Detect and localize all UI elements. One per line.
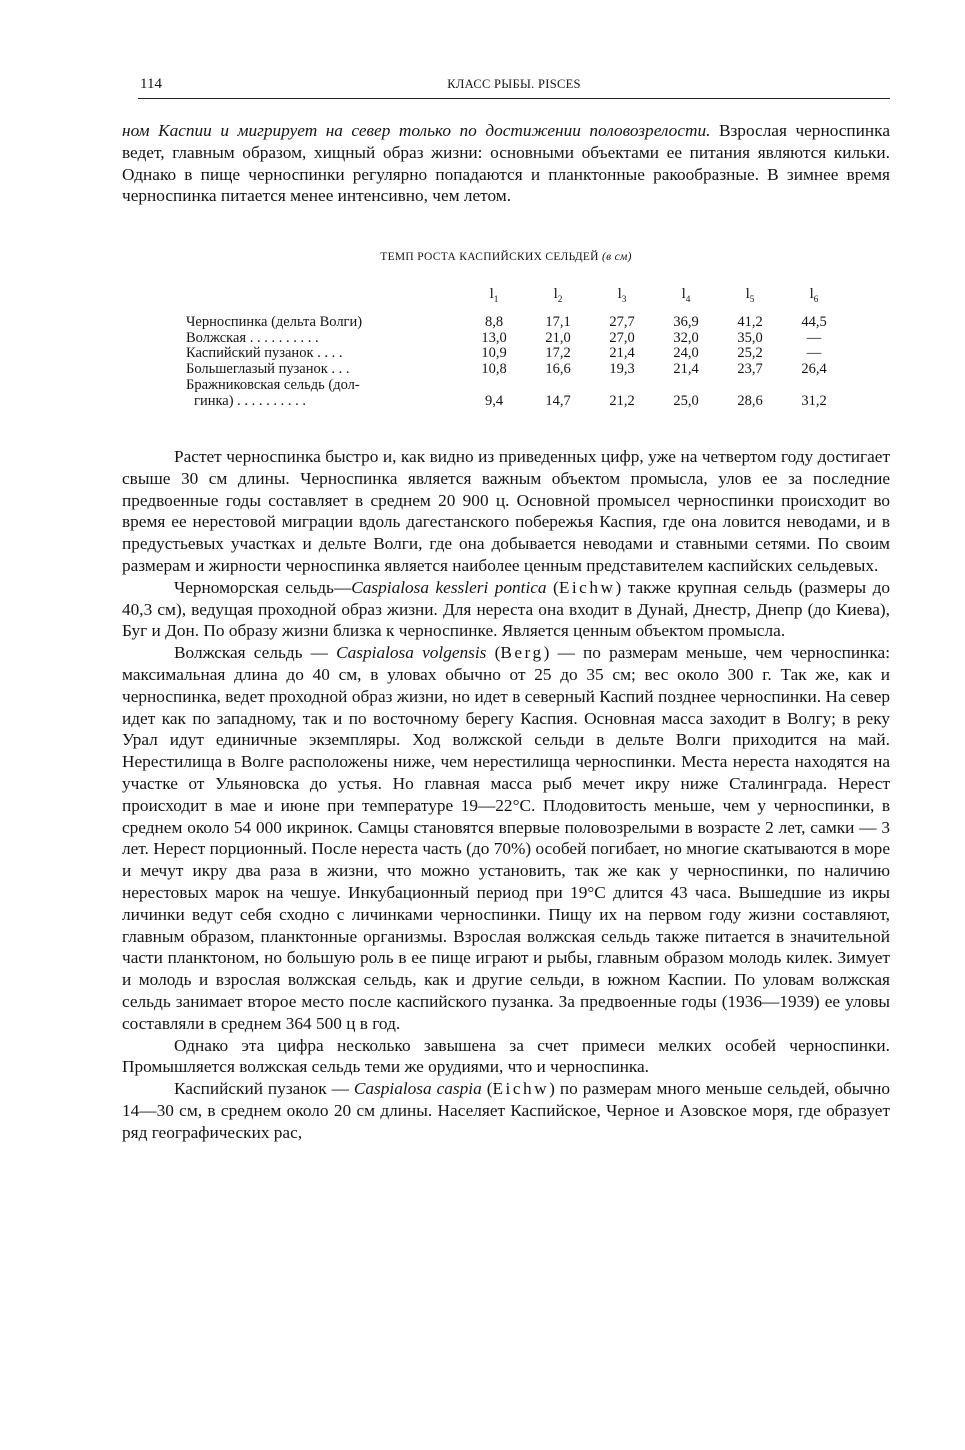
table-title-unit: (в см) — [601, 251, 632, 263]
table-row — [186, 331, 846, 347]
table-corner — [186, 287, 462, 315]
top-text: Взрослая черноспинка ведет, главным образом, хищный образ жизни: основными объектами ее питания являются кильки. Однако в пище черноспинки регулярно попадаются и планктонные ракообразные. В зимнее время черноспинка питается менее интенсивно, чем летом. — [122, 121, 890, 206]
table-row — [186, 378, 846, 410]
col-l5: $l_5$ — [745, 286, 755, 305]
growth-table — [186, 287, 846, 410]
table-cell: 36,9 — [673, 313, 699, 330]
table-cell: 10,8 — [481, 361, 507, 378]
table-cell: 26,4 — [801, 361, 827, 378]
table-cell: 25,2 — [737, 345, 763, 362]
paragraph-caspian-shad: Каспийский пузанок — Caspialosa caspia (Eichw) по размерам много меньше сельдей, обычно 14—30 см, в среднем около 20 см длины. Населяет Каспийское, Черное и Азовское моря, где образует ряд географических рас, — [122, 1079, 890, 1142]
table-cell: 8,8 — [484, 313, 504, 330]
col-l2: $l_2$ — [553, 286, 563, 305]
table-cell: 25,0 — [673, 392, 699, 409]
table-cell: 41,2 — [737, 313, 763, 330]
table-cell: 21,4 — [673, 361, 699, 378]
table-row — [186, 362, 846, 378]
page-header — [138, 76, 890, 99]
table-cell: 31,2 — [801, 392, 827, 409]
table-cell: 21,4 — [609, 345, 635, 362]
table-cell: 16,6 — [545, 361, 571, 378]
row-name: Бражниковская сельдь (дол- гинка) . . . . . . . . . . — [186, 376, 360, 409]
paragraph-volga-herring: Волжская сельдь — Caspialosa volgensis (Berg) — по размерам меньше, чем черноспинка: максимальная длина до 40 см, в уловах обычно от 25 до 35 см; вес около 300 г. Так же, как и черноспинка, ведет проходной образ жизни, но идет в северный Каспий позднее черноспинки. На север идет как по западному, так и по восточному берегу Каспия. Основная масса заходит в Волгу; в реку Урал идут единичные экземпляры. Ход волжской сельди в дельте Волги приходится на май. Нерестилища в Волге расположены ниже, чем нерестилища черноспинки. Места нереста находятся на участке от Ульяновска до устья. Но главная масса рыб мечет икру ниже Сталинграда. Нерест происходит в мае и июне при температуре 19—22°С. Плодовитость меньше, чем у черноспинки, в среднем около 54 000 икринок. Самцы становятся впервые половозрелыми в возрасте 2 лет, самки — 3 лет. Нерест порционный. После нереста часть (до 70%) особей погибает, но многие скатываются в море и мечут икру два раза в жизни, что можно установить, так же как у черноспинки, по наличию нерестовых марок на чешуе. Инкубационный период при 19°С длится 43 часа. Вышедшие из икры личинки ведут себя сходно с личинками черноспинки. Пищу их на первом году жизни составляют, главным образом, планктонные организмы. Взрослая волжская сельдь также питается в значительной части планктоном, но большую роль в ее пище играют и рыбы, главным образом молодь килек. Зимует и молодь и взрослая волжская сельдь, как и другие сельди, в южном Каспии. По уловам волжская сельдь занимает второе место после каспийского пузанка. За предвоенные годы (1936—1939) ее уловы составляли в среднем 364 500 ц в год. — [122, 643, 891, 1033]
table-title-main: ТЕМП РОСТА КАСПИЙСКИХ СЕЛЬДЕЙ — [380, 251, 599, 263]
top-paragraph — [122, 120, 890, 207]
table-cell: 35,0 — [737, 329, 763, 346]
table-cell: 19,3 — [609, 361, 635, 378]
table-row — [186, 346, 846, 362]
table-cell: 21,0 — [545, 329, 571, 346]
table-cell: 21,2 — [609, 392, 635, 409]
paragraph-growth: Растет черноспинка быстро и, как видно из приведенных цифр, уже на четвертом году достигает свыше 30 см длины. Черноспинка является важным объектом промысла, улов ее за последние предвоенные годы составляет в среднем 20 900 ц. Основной промысел черноспинки происходит во время ее нерестовой миграции вдоль дагестанского побережья Каспия, где она ловится неводами, и в предустьевых участках и дельте Волги, где она добывается неводами и ставными сетями. По своим размерам и жирности черноспинка является наиболее ценным представителем каспийских сельдевых. — [122, 447, 890, 575]
table-cell: 28,6 — [737, 392, 763, 409]
row-name: Черноспинка (дельта Волги) — [186, 313, 363, 330]
col-l6: $l_6$ — [809, 286, 819, 305]
table-cell: 24,0 — [673, 345, 699, 362]
row-name: Большеглазый пузанок . . . — [186, 361, 350, 378]
col-l4: $l_4$ — [681, 286, 691, 305]
table-cell: 27,7 — [609, 313, 635, 330]
latin-name: Caspialosa caspia — [353, 1079, 482, 1099]
table-cell: 32,0 — [673, 329, 699, 346]
latin-name: Caspialosa kessleri pontica — [351, 577, 547, 597]
table-cell: 14,7 — [545, 392, 571, 409]
body-text — [122, 446, 890, 1144]
latin-name: Caspialosa volgensis — [336, 643, 487, 663]
table-cell: 10,9 — [481, 345, 507, 362]
table-row — [186, 315, 846, 331]
table-header-row — [186, 287, 846, 315]
table-cell: 9,4 — [484, 392, 504, 409]
table-cell: 17,2 — [545, 345, 571, 362]
table-cell: — — [806, 345, 822, 362]
row-name: Волжская . . . . . . . . . . — [186, 329, 319, 346]
table-cell: 17,1 — [545, 313, 571, 330]
page-number: 114 — [140, 76, 162, 92]
table-cell: 13,0 — [481, 329, 507, 346]
paragraph-black-sea-herring: Черноморская сельдь—Caspialosa kessleri pontica (Eichw) также крупная сельдь (размеры до 40,3 см), ведущая проходной образ жизни. Для нереста она входит в Дунай, Днестр, Днепр (до Киева), Буг и Дон. По образу жизни близка к черноспинке. Является ценным объектом промысла. — [122, 577, 891, 641]
table-cell: 44,5 — [801, 313, 827, 330]
table-title — [122, 251, 890, 263]
row-name: Каспийский пузанок . . . . — [186, 345, 343, 362]
running-head: КЛАСС РЫБЫ. PISCES — [447, 77, 581, 91]
col-l1: $l_1$ — [489, 286, 499, 305]
table-cell: 27,0 — [609, 329, 635, 346]
col-l3: $l_3$ — [617, 286, 627, 305]
table-cell: 23,7 — [737, 361, 763, 378]
paragraph-note: Однако эта цифра несколько завышена за счет примеси мелких особей черноспинки. Промышляется волжская сельдь теми же орудиями, что и черноспинка. — [122, 1035, 890, 1077]
top-italic-text: ном Каспии и мигрирует на север только по достижении половозрелости. — [122, 121, 711, 140]
table-cell: — — [806, 329, 822, 346]
